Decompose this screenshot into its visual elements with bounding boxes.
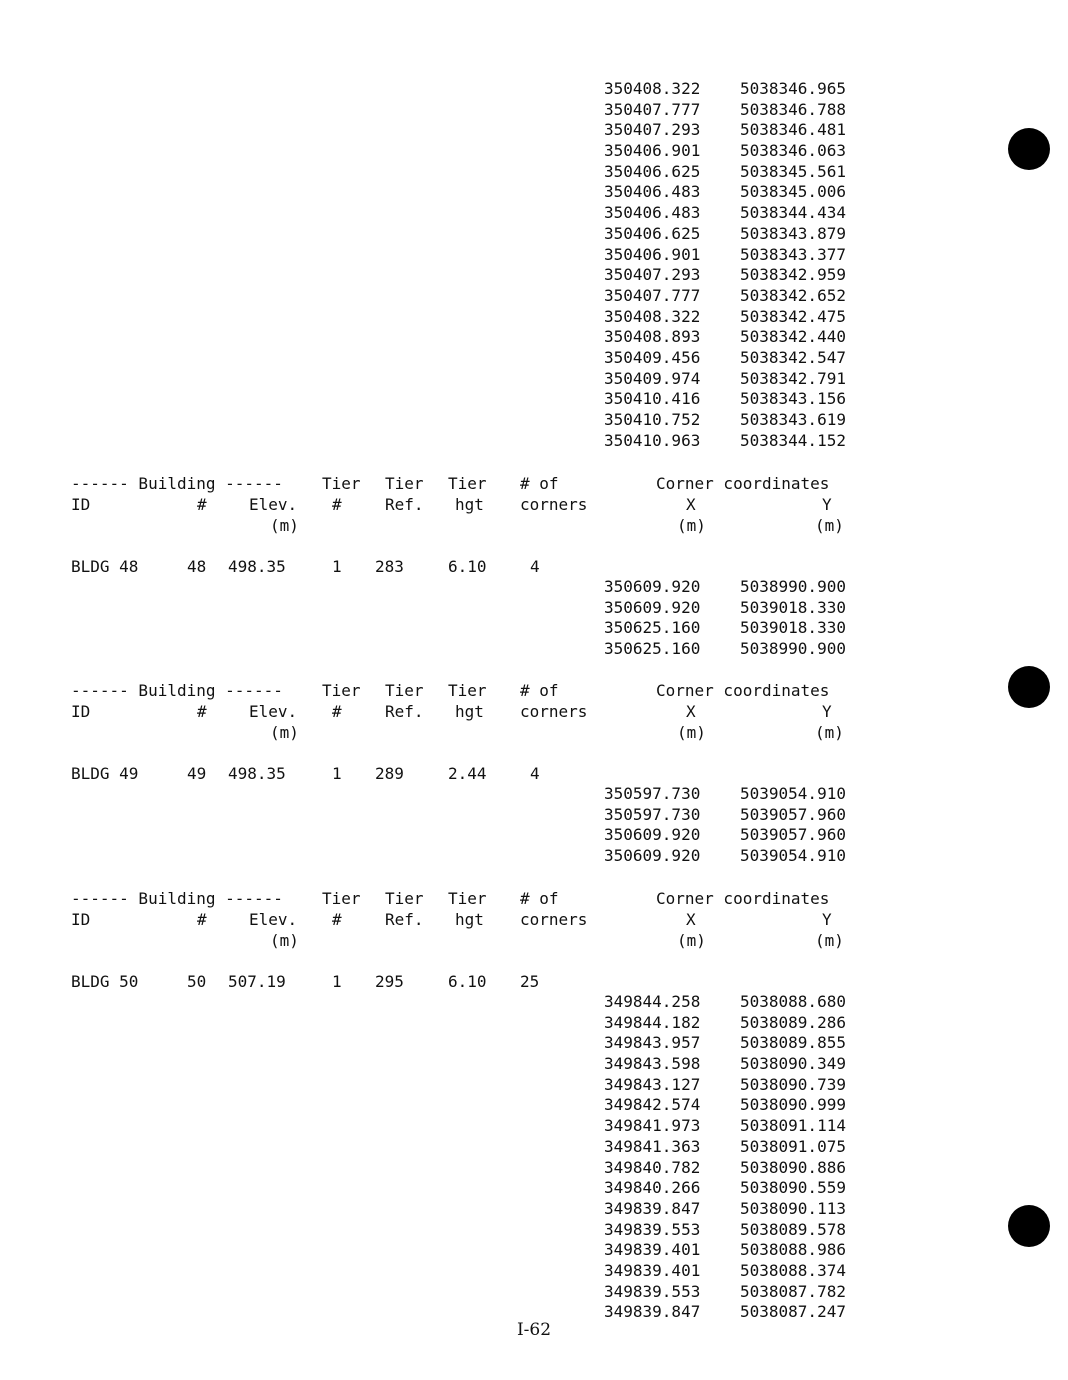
x-coordinate: 349839.847 [604,1302,701,1322]
of-label: # of [520,889,559,908]
x-coordinate: 350609.920 [604,846,701,866]
building-dashes-label: ------ Building ------ [71,889,283,908]
elev-unit-label: (m) [270,931,299,950]
coordinate-row [590,203,870,224]
coordinate-row [590,1013,870,1034]
elev-unit-label: (m) [270,516,299,535]
x-coordinate: 350408.893 [604,327,701,347]
corner-coordinates-label: Corner coordinates [656,681,830,700]
elev-label: Elev. [249,910,298,929]
building-elevation: 498.35 [228,557,286,576]
x-coordinate: 350406.901 [604,244,701,264]
x-coordinate: 350410.752 [604,410,701,429]
tier-height: 6.10 [448,972,487,991]
x-coordinate: 350406.625 [604,161,701,181]
corner-coordinate-list [590,992,870,1323]
x-coordinate: 350406.483 [604,182,701,202]
y-coordinate: 5038345.006 [740,182,846,202]
tier-number: 1 [332,972,342,991]
x-coordinate: 350609.920 [604,825,701,845]
y-coordinate: 5038089.286 [740,1012,846,1032]
coordinate-row [590,1054,870,1075]
tier-label: Tier [448,474,487,493]
x-coordinate: 349839.401 [604,1260,701,1280]
coordinate-row [590,1116,870,1137]
x-coordinate: 350625.160 [604,639,701,659]
x-coordinate: 349843.127 [604,1074,701,1094]
tier-label: Tier [322,889,361,908]
y-coordinate: 5039054.910 [740,784,846,803]
corners-label: corners [520,910,588,929]
x-coordinate: 350597.730 [604,804,701,824]
coordinate-row [590,389,870,410]
x-coordinate: 350409.974 [604,368,701,388]
y-coordinate: 5038087.247 [740,1302,846,1322]
building-dashes-label: ------ Building ------ [71,474,283,493]
y-unit-label: (m) [815,931,844,950]
y-coordinate: 5039018.330 [740,618,846,638]
y-coordinate: 5038344.152 [740,430,846,450]
corner-coordinates-label: Corner coordinates [656,474,830,493]
coordinate-row [590,784,870,805]
x-coordinate: 349842.574 [604,1095,701,1115]
y-coordinate: 5039057.960 [740,804,846,824]
number-label: # [197,495,207,514]
y-coordinate: 5038088.680 [740,992,846,1011]
y-coordinate: 5039057.960 [740,825,846,845]
elev-unit-label: (m) [270,723,299,742]
coordinate-row [590,1158,870,1179]
y-coordinate: 5038090.886 [740,1157,846,1177]
corner-coordinate-list [590,577,870,660]
punch-hole [1008,1205,1050,1247]
tier-number-label: # [332,495,342,514]
coordinate-row [590,1178,870,1199]
x-unit-label: (m) [677,931,706,950]
coordinate-row [590,1240,870,1261]
corner-coordinate-list [590,784,870,867]
elev-label: Elev. [249,495,298,514]
tier-number: 1 [332,764,342,783]
x-coordinate: 350409.456 [604,347,701,367]
x-coordinate: 350609.920 [604,597,701,617]
y-coordinate: 5038091.114 [740,1116,846,1136]
tier-label: Tier [385,474,424,493]
number-label: # [197,910,207,929]
hgt-label: hgt [455,910,484,929]
tier-height: 2.44 [448,764,487,783]
x-coordinate: 349843.598 [604,1054,701,1074]
coordinate-row [590,577,870,598]
coordinate-row [590,1095,870,1116]
y-coordinate: 5038090.349 [740,1054,846,1074]
x-coordinate: 349844.182 [604,1012,701,1032]
coordinate-row [590,120,870,141]
page-number: I-62 [516,1320,552,1340]
x-coordinate: 350407.293 [604,265,701,285]
coordinate-row [590,348,870,369]
y-coordinate: 5038089.578 [740,1219,846,1239]
hgt-label: hgt [455,495,484,514]
building-id: BLDG 48 [71,557,139,576]
y-label: Y [822,910,832,929]
of-label: # of [520,681,559,700]
number-label: # [197,702,207,721]
y-coordinate: 5038343.879 [740,223,846,243]
y-unit-label: (m) [815,723,844,742]
y-coordinate: 5038342.440 [740,327,846,347]
building-number: 50 [187,972,207,991]
y-coordinate: 5038346.965 [740,79,846,98]
x-coordinate: 350408.322 [604,79,701,98]
y-coordinate: 5038990.900 [740,639,846,659]
building-id: BLDG 50 [71,972,139,991]
coordinate-row [590,618,870,639]
coordinate-row [590,410,870,431]
building-number: 48 [187,557,207,576]
x-coordinate: 350597.730 [604,784,701,803]
x-coordinate: 349839.553 [604,1219,701,1239]
y-coordinate: 5038088.374 [740,1260,846,1280]
x-coordinate: 350410.963 [604,430,701,450]
coordinate-row [590,639,870,660]
tier-ref: 295 [375,972,404,991]
coordinate-row [590,327,870,348]
x-label: X [686,495,696,514]
x-coordinate: 350407.777 [604,99,701,119]
corners-label: corners [520,495,588,514]
x-coordinate: 349841.363 [604,1136,701,1156]
y-coordinate: 5038343.156 [740,389,846,409]
x-coordinate: 350408.322 [604,306,701,326]
building-elevation: 507.19 [228,972,286,991]
coordinate-row [590,265,870,286]
coordinate-row [590,1033,870,1054]
x-coordinate: 349839.553 [604,1281,701,1301]
y-coordinate: 5038090.113 [740,1198,846,1218]
y-coordinate: 5038090.559 [740,1178,846,1198]
punch-hole [1008,128,1050,170]
id-label: ID [71,910,91,929]
coordinate-row [590,1075,870,1096]
y-coordinate: 5038343.619 [740,410,846,429]
coordinate-row [590,1137,870,1158]
x-label: X [686,702,696,721]
tier-number: 1 [332,557,342,576]
tier-ref: 283 [375,557,404,576]
x-coordinate: 349844.258 [604,992,701,1011]
x-coordinate: 350406.901 [604,141,701,161]
x-coordinate: 350407.293 [604,120,701,140]
coordinate-row [590,846,870,867]
coordinate-row [590,1220,870,1241]
corner-count: 4 [530,764,540,783]
corners-label: corners [520,702,588,721]
tier-ref: 289 [375,764,404,783]
coordinate-row [590,100,870,121]
coordinate-row [590,1282,870,1303]
building-elevation: 498.35 [228,764,286,783]
y-coordinate: 5038346.063 [740,141,846,161]
x-coordinate: 349841.973 [604,1116,701,1136]
y-coordinate: 5038088.986 [740,1240,846,1260]
x-coordinate: 350625.160 [604,618,701,638]
ref-label: Ref. [385,910,424,929]
y-label: Y [822,495,832,514]
y-coordinate: 5038342.959 [740,265,846,285]
coordinate-row [590,79,870,100]
coordinate-row [590,182,870,203]
of-label: # of [520,474,559,493]
y-coordinate: 5038342.652 [740,285,846,305]
y-coordinate: 5038345.561 [740,161,846,181]
y-coordinate: 5038346.788 [740,99,846,119]
x-unit-label: (m) [677,723,706,742]
punch-hole [1008,666,1050,708]
coordinate-row [590,598,870,619]
building-dashes-label: ------ Building ------ [71,681,283,700]
elev-label: Elev. [249,702,298,721]
y-coordinate: 5038990.900 [740,577,846,596]
y-coordinate: 5038346.481 [740,120,846,140]
x-coordinate: 349839.401 [604,1240,701,1260]
y-coordinate: 5038090.739 [740,1074,846,1094]
x-coordinate: 349839.847 [604,1198,701,1218]
x-coordinate: 350609.920 [604,577,701,596]
coordinate-row [590,1199,870,1220]
tier-label: Tier [385,681,424,700]
y-coordinate: 5038089.855 [740,1033,846,1053]
x-coordinate: 350407.777 [604,285,701,305]
tier-label: Tier [322,681,361,700]
tier-height: 6.10 [448,557,487,576]
coordinate-row [590,141,870,162]
coordinate-row [590,805,870,826]
corner-coordinates-label: Corner coordinates [656,889,830,908]
continued-coordinate-list [590,79,870,451]
coordinate-row [590,307,870,328]
y-coordinate: 5038342.547 [740,347,846,367]
tier-label: Tier [448,681,487,700]
coordinate-row [590,1261,870,1282]
building-number: 49 [187,764,207,783]
hgt-label: hgt [455,702,484,721]
ref-label: Ref. [385,702,424,721]
y-coordinate: 5038342.791 [740,368,846,388]
x-coordinate: 350406.483 [604,203,701,223]
tier-label: Tier [385,889,424,908]
corner-count: 4 [530,557,540,576]
id-label: ID [71,702,91,721]
x-coordinate: 349840.266 [604,1178,701,1198]
coordinate-row [590,162,870,183]
ref-label: Ref. [385,495,424,514]
coordinate-row [590,369,870,390]
y-coordinate: 5039054.910 [740,846,846,866]
x-coordinate: 349840.782 [604,1157,701,1177]
y-coordinate: 5038344.434 [740,203,846,223]
y-coordinate: 5039018.330 [740,597,846,617]
building-id: BLDG 49 [71,764,139,783]
tier-number-label: # [332,910,342,929]
y-coordinate: 5038343.377 [740,244,846,264]
tier-label: Tier [322,474,361,493]
y-unit-label: (m) [815,516,844,535]
x-coordinate: 349843.957 [604,1033,701,1053]
coordinate-row [590,224,870,245]
x-coordinate: 350410.416 [604,389,701,409]
y-coordinate: 5038090.999 [740,1095,846,1115]
y-coordinate: 5038087.782 [740,1281,846,1301]
coordinate-row [590,431,870,452]
coordinate-row [590,825,870,846]
id-label: ID [71,495,91,514]
corner-count: 25 [520,972,540,991]
tier-label: Tier [448,889,487,908]
coordinate-row [590,992,870,1013]
coordinate-row [590,245,870,266]
x-label: X [686,910,696,929]
y-label: Y [822,702,832,721]
y-coordinate: 5038342.475 [740,306,846,326]
coordinate-row [590,286,870,307]
x-unit-label: (m) [677,516,706,535]
tier-number-label: # [332,702,342,721]
y-coordinate: 5038091.075 [740,1136,846,1156]
x-coordinate: 350406.625 [604,223,701,243]
